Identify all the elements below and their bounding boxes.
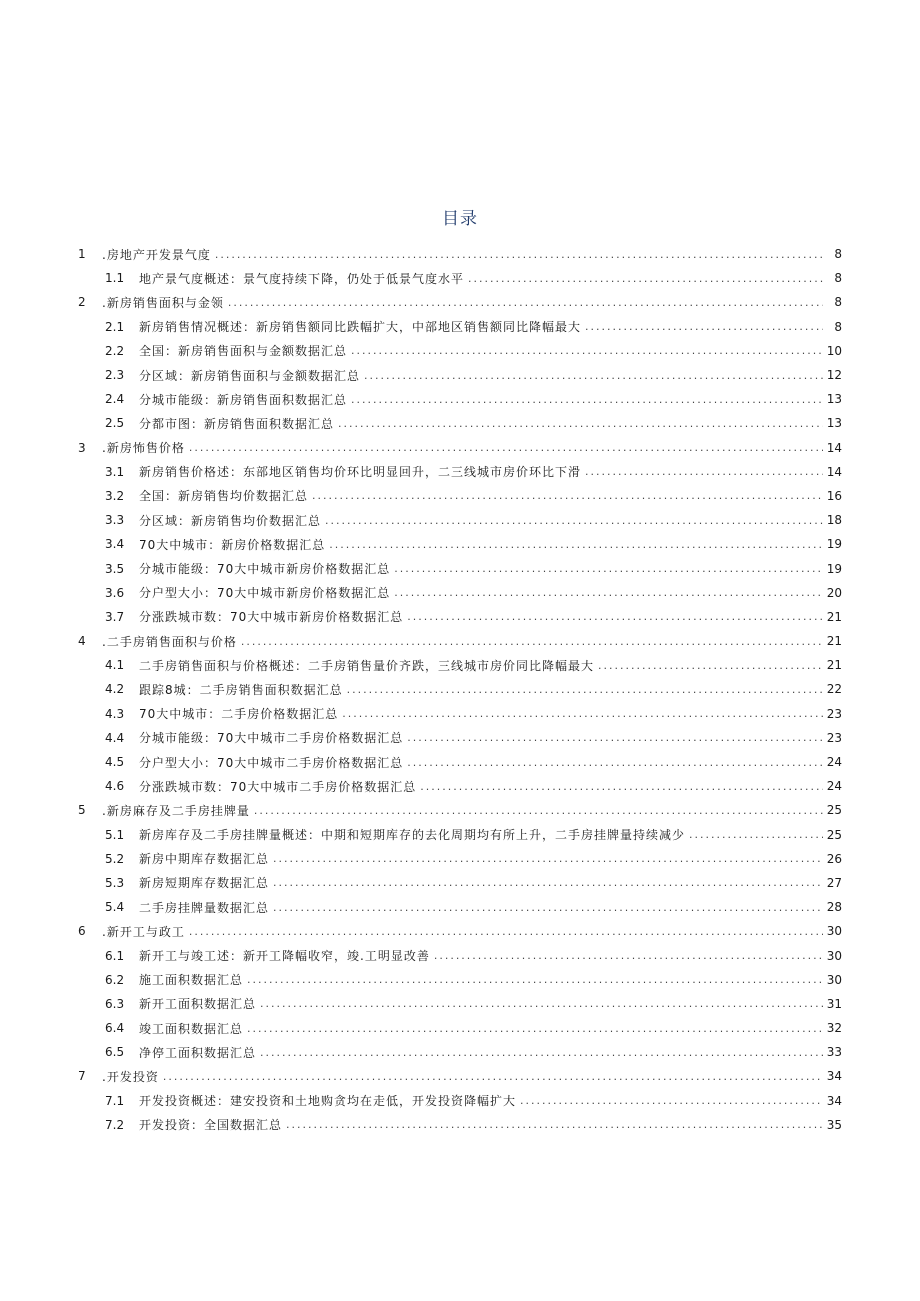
toc-entry-title: 分城市能级：70大中城市新房价格数据汇总: [139, 562, 391, 577]
toc-section-entry[interactable]: [76, 532, 842, 556]
toc-page-number: 27: [826, 875, 842, 890]
toc-entry-title: 二手房销售面积与价格概述：二手房销售量价齐跌，三线城市房价同比降幅最大: [139, 658, 595, 673]
toc-entry-title: 地产景气度概述：景气度持续下降，仍处于低景气度水平: [139, 271, 465, 286]
toc-page-number: 21: [826, 609, 842, 624]
toc-entry-title: 二手房挂牌量数据汇总: [139, 900, 270, 915]
toc-page-number: 34: [826, 1069, 842, 1084]
toc-page-number: 32: [826, 1021, 842, 1036]
toc-dot-leader: [364, 369, 823, 382]
toc-dot-leader: [420, 780, 823, 793]
toc-entry-title: 开发投资概述：建安投资和土地购贪均在走低，开发投资降幅扩大: [139, 1094, 517, 1109]
toc-entry-number: 4.6: [105, 779, 125, 794]
toc-page-number: 19: [826, 561, 842, 576]
toc-entry-title: .新房销售面积与金领: [102, 295, 224, 310]
toc-entry-number: 7.2: [105, 1117, 125, 1132]
toc-page-number: 23: [826, 706, 842, 721]
toc-page-number: 30: [826, 948, 842, 963]
toc-page-number: 25: [826, 827, 842, 842]
toc-page-number: 25: [826, 803, 842, 818]
toc-entry-title: 施工面积数据汇总: [139, 973, 244, 988]
toc-entry-title: 全国：新房销售均价数据汇总: [139, 489, 309, 504]
toc-section-entry[interactable]: [76, 823, 842, 847]
toc-entry-number: 2.4: [105, 392, 125, 407]
toc-page-number: 16: [826, 488, 842, 503]
toc-entry-number: 1.1: [105, 271, 125, 286]
toc-dot-leader: [598, 659, 823, 672]
toc-dot-leader: [247, 1022, 823, 1035]
toc-entry-title: 分户型大小：70大中城市新房价格数据汇总: [139, 586, 391, 601]
toc-dot-leader: [342, 707, 823, 720]
toc-entry-title: .新房怖售价格: [102, 441, 185, 456]
toc-section-entry[interactable]: [76, 363, 842, 387]
toc-chapter-entry[interactable]: [76, 798, 842, 822]
toc-entry-number: 7: [78, 1069, 86, 1084]
toc-section-entry[interactable]: [76, 411, 842, 435]
toc-section-entry[interactable]: [76, 508, 842, 532]
toc-dot-leader: [260, 1046, 823, 1059]
toc-dot-leader: [585, 320, 823, 333]
toc-entry-number: 3.1: [105, 464, 125, 479]
table-of-contents: [76, 242, 842, 1137]
toc-dot-leader: [585, 465, 823, 478]
toc-entry-title: 分城市能级：70大中城市二手房价格数据汇总: [139, 731, 404, 746]
toc-dot-leader: [338, 417, 823, 430]
toc-chapter-entry[interactable]: [76, 1064, 842, 1088]
toc-dot-leader: [394, 562, 823, 575]
toc-entry-title: 分区域：新房销售面积与金额数据汇总: [139, 368, 361, 383]
toc-entry-number: 5.2: [105, 851, 125, 866]
toc-entry-title: .新开工与政工: [102, 924, 185, 939]
toc-entry-title: 新房库存及二手房挂牌量概述：中期和短期库存的去化周期均有所上升，二手房挂牌量持续减少: [139, 828, 686, 843]
toc-section-entry[interactable]: [76, 1113, 842, 1137]
toc-entry-number: 7.1: [105, 1093, 125, 1108]
toc-section-entry[interactable]: [76, 774, 842, 798]
toc-section-entry[interactable]: [76, 581, 842, 605]
toc-entry-number: 4.4: [105, 730, 125, 745]
toc-title: 目录: [442, 209, 478, 229]
toc-page-number: 8: [834, 295, 842, 310]
toc-entry-title: 70大中城市：二手房价格数据汇总: [139, 707, 339, 722]
toc-entry-title: .二手房销售面积与价格: [102, 634, 237, 649]
toc-dot-leader: [189, 925, 823, 938]
toc-entry-number: 4.5: [105, 755, 125, 770]
toc-section-entry[interactable]: [76, 556, 842, 580]
toc-entry-title: 分城市能级：新房销售面积数据汇总: [139, 392, 348, 407]
toc-entry-title: 新房短期库存数据汇总: [139, 876, 270, 891]
toc-section-entry[interactable]: [76, 702, 842, 726]
toc-entry-number: 5.4: [105, 900, 125, 915]
toc-chapter-entry[interactable]: [76, 436, 842, 460]
toc-section-entry[interactable]: [76, 315, 842, 339]
toc-entry-number: 2.2: [105, 343, 125, 358]
toc-entry-number: 3.2: [105, 488, 125, 503]
toc-entry-number: 3.5: [105, 561, 125, 576]
toc-entry-number: 5.1: [105, 827, 125, 842]
toc-entry-title: 分区域：新房销售均价数据汇总: [139, 513, 322, 528]
toc-dot-leader: [215, 248, 823, 261]
toc-dot-leader: [394, 586, 823, 599]
toc-dot-leader: [273, 901, 823, 914]
toc-page-number: 14: [826, 464, 842, 479]
toc-dot-leader: [407, 731, 823, 744]
toc-entry-number: 3.3: [105, 513, 125, 528]
toc-page-number: 8: [834, 271, 842, 286]
toc-dot-leader: [273, 876, 823, 889]
toc-page-number: 21: [826, 658, 842, 673]
toc-entry-title: 新开工与竣工述：新开工降幅收窄，竣.工明显改善: [139, 949, 430, 964]
toc-page-number: 18: [826, 513, 842, 528]
toc-entry-title: .新房麻存及二手房挂牌量: [102, 803, 250, 818]
toc-page-number: 19: [826, 537, 842, 552]
toc-dot-leader: [247, 973, 823, 986]
toc-section-entry[interactable]: [76, 992, 842, 1016]
toc-entry-number: 2.1: [105, 319, 125, 334]
toc-section-entry[interactable]: [76, 266, 842, 290]
toc-dot-leader: [286, 1118, 823, 1131]
toc-page-number: 35: [826, 1117, 842, 1132]
toc-dot-leader: [273, 852, 823, 865]
toc-entry-number: 4.2: [105, 682, 125, 697]
toc-entry-title: 全国：新房销售面积与金额数据汇总: [139, 344, 348, 359]
toc-dot-leader: [434, 949, 823, 962]
toc-dot-leader: [468, 272, 823, 285]
toc-entry-number: 6.2: [105, 972, 125, 987]
toc-page-number: 30: [826, 924, 842, 939]
toc-section-entry[interactable]: [76, 653, 842, 677]
toc-dot-leader: [351, 344, 823, 357]
toc-chapter-entry[interactable]: [76, 629, 842, 653]
toc-entry-number: 6: [78, 924, 86, 939]
toc-page-number: 10: [826, 343, 842, 358]
toc-entry-title: 开发投资：全国数据汇总: [139, 1118, 283, 1133]
toc-page-number: 33: [826, 1045, 842, 1060]
toc-section-entry[interactable]: [76, 677, 842, 701]
toc-entry-number: 3.6: [105, 585, 125, 600]
toc-entry-number: 2: [78, 295, 86, 310]
toc-page-number: 20: [826, 585, 842, 600]
toc-section-entry[interactable]: [76, 847, 842, 871]
toc-dot-leader: [189, 441, 823, 454]
toc-dot-leader: [241, 635, 823, 648]
toc-page-number: 8: [834, 319, 842, 334]
toc-section-entry[interactable]: [76, 943, 842, 967]
toc-dot-leader: [329, 538, 823, 551]
toc-dot-leader: [351, 393, 823, 406]
toc-entry-title: 分户型大小：70大中城市二手房价格数据汇总: [139, 755, 404, 770]
toc-section-entry[interactable]: [76, 460, 842, 484]
toc-dot-leader: [407, 610, 823, 623]
toc-entry-title: .开发投资: [102, 1069, 159, 1084]
toc-entry-number: 3.4: [105, 537, 125, 552]
toc-chapter-entry[interactable]: [76, 919, 842, 943]
toc-section-entry[interactable]: [76, 750, 842, 774]
toc-page-number: 26: [826, 851, 842, 866]
toc-entry-number: 6.4: [105, 1021, 125, 1036]
toc-entry-title: 分涨跌城市数：70大中城市二手房价格数据汇总: [139, 779, 417, 794]
toc-dot-leader: [163, 1070, 823, 1083]
toc-entry-title: 新房中期库存数据汇总: [139, 852, 270, 867]
toc-dot-leader: [689, 828, 823, 841]
toc-page-number: 22: [826, 682, 842, 697]
toc-chapter-entry[interactable]: [76, 290, 842, 314]
toc-dot-leader: [520, 1094, 823, 1107]
toc-section-entry[interactable]: [76, 605, 842, 629]
toc-entry-title: 净停工面积数据汇总: [139, 1045, 257, 1060]
toc-entry-title: 新开工面积数据汇总: [139, 997, 257, 1012]
toc-entry-title: 跟踪8城：二手房销售面积数据汇总: [139, 682, 343, 697]
toc-entry-number: 3.7: [105, 609, 125, 624]
toc-page-number: 14: [826, 440, 842, 455]
toc-section-entry[interactable]: [76, 1040, 842, 1064]
toc-dot-leader: [312, 489, 823, 502]
toc-entry-number: 2.5: [105, 416, 125, 431]
toc-entry-number: 5.3: [105, 875, 125, 890]
toc-chapter-entry[interactable]: [76, 242, 842, 266]
toc-entry-title: 竣工面积数据汇总: [139, 1021, 244, 1036]
toc-section-entry[interactable]: [76, 895, 842, 919]
toc-page-number: 24: [826, 779, 842, 794]
toc-dot-leader: [260, 997, 823, 1010]
toc-page-number: 21: [826, 634, 842, 649]
toc-entry-number: 4.1: [105, 658, 125, 673]
toc-entry-number: 1: [78, 247, 86, 262]
toc-entry-title: 新房销售情况概述：新房销售额同比跌幅扩大，中部地区销售额同比降幅最大: [139, 320, 582, 335]
toc-section-entry[interactable]: [76, 387, 842, 411]
toc-section-entry[interactable]: [76, 871, 842, 895]
toc-entry-title: 分涨跌城市数：70大中城市新房价格数据汇总: [139, 610, 404, 625]
toc-entry-number: 2.3: [105, 368, 125, 383]
toc-dot-leader: [254, 804, 823, 817]
toc-page-number: 28: [826, 900, 842, 915]
toc-entry-number: 6.5: [105, 1045, 125, 1060]
toc-entry-number: 4.3: [105, 706, 125, 721]
toc-entry-title: .房地产开发景气度: [102, 247, 211, 262]
toc-entry-title: 分都市图：新房销售面积数据汇总: [139, 416, 335, 431]
toc-entry-number: 3: [78, 440, 86, 455]
toc-page-number: 31: [826, 996, 842, 1011]
toc-dot-leader: [325, 514, 823, 527]
toc-dot-leader: [347, 683, 823, 696]
toc-dot-leader: [228, 296, 823, 309]
toc-entry-title: 新房销售价格述：东部地区销售均价环比明显回升，二三线城市房价环比下滑: [139, 465, 582, 480]
toc-section-entry[interactable]: [76, 726, 842, 750]
toc-entry-number: 6.1: [105, 948, 125, 963]
toc-entry-number: 5: [78, 803, 86, 818]
toc-entry-title: 70大中城市：新房价格数据汇总: [139, 537, 326, 552]
toc-dot-leader: [407, 756, 823, 769]
toc-section-entry[interactable]: [76, 484, 842, 508]
toc-page-number: 13: [826, 392, 842, 407]
toc-section-entry[interactable]: [76, 1089, 842, 1113]
toc-page-number: 30: [826, 972, 842, 987]
toc-section-entry[interactable]: [76, 968, 842, 992]
toc-page-number: 23: [826, 730, 842, 745]
toc-page-number: 13: [826, 416, 842, 431]
toc-section-entry[interactable]: [76, 1016, 842, 1040]
toc-page-number: 34: [826, 1093, 842, 1108]
toc-page-number: 8: [834, 247, 842, 262]
toc-page-number: 24: [826, 755, 842, 770]
toc-entry-number: 6.3: [105, 996, 125, 1011]
toc-section-entry[interactable]: [76, 339, 842, 363]
toc-entry-number: 4: [78, 634, 86, 649]
toc-page-number: 12: [826, 368, 842, 383]
